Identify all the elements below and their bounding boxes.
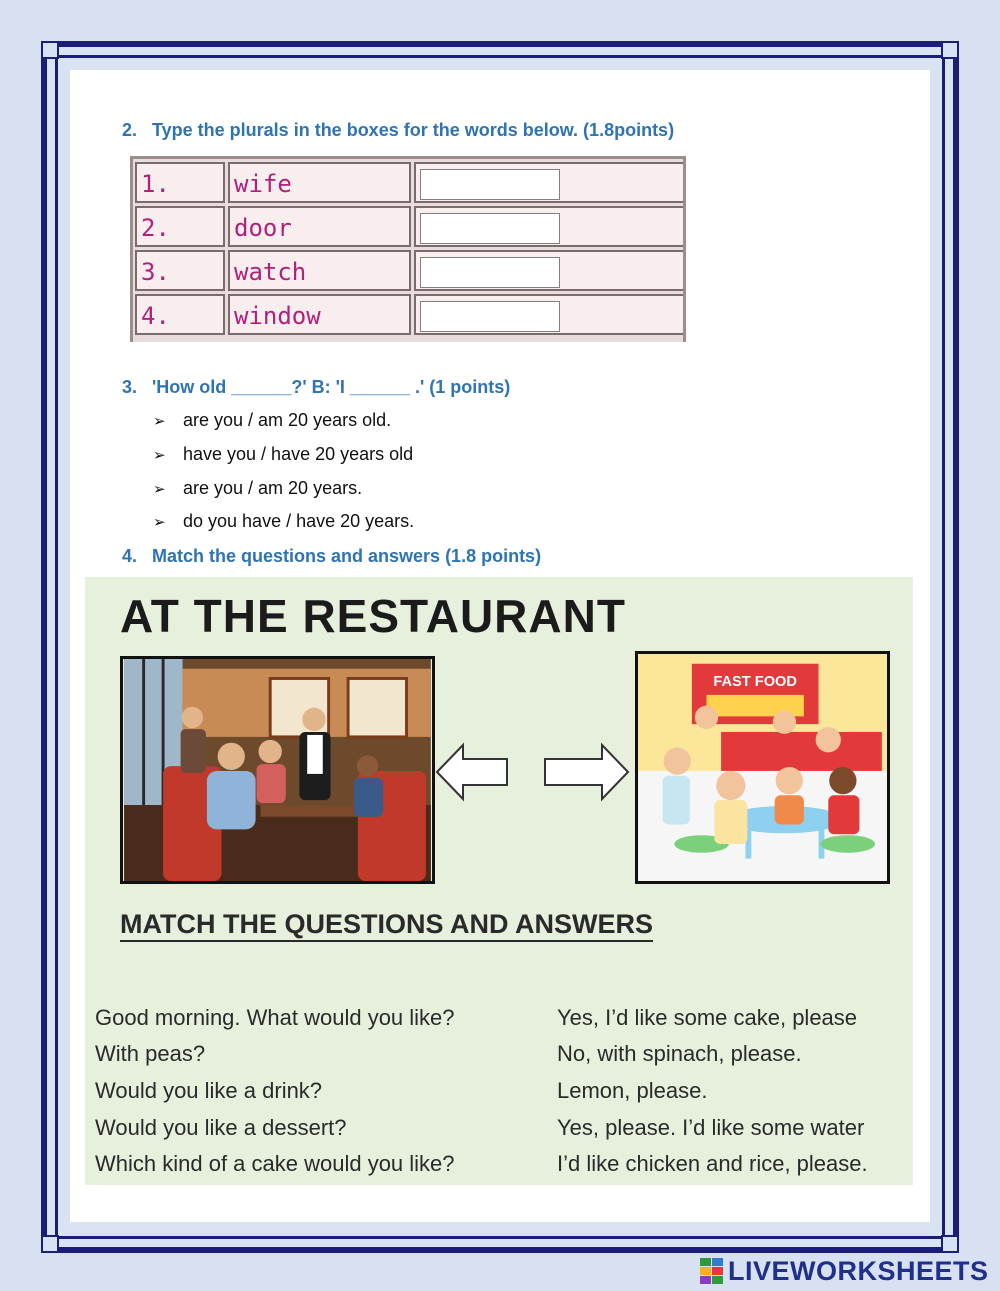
- arrow-bullet-icon: ➢: [153, 447, 166, 464]
- question-number: 2.: [122, 120, 138, 140]
- question-text: 'How old ______?' B: 'I ______ .' (1 points): [152, 377, 511, 397]
- table-row: [135, 162, 683, 203]
- liveworksheets-logo-text: LIVEWORKSHEETS: [728, 1256, 989, 1286]
- match-question[interactable]: Would you like a drink?: [95, 1078, 323, 1103]
- restaurant-match-panel: [85, 577, 913, 1185]
- plural-answer-input[interactable]: [420, 257, 560, 288]
- row-word: window: [228, 294, 411, 335]
- fast-food-illustration: [635, 651, 890, 884]
- row-word: wife: [228, 162, 411, 203]
- answer-option[interactable]: [153, 410, 391, 431]
- table-row: [135, 294, 683, 335]
- frame-corner: [41, 41, 59, 59]
- table-row: [135, 250, 683, 291]
- answer-cell: [414, 206, 686, 247]
- option-text: are you / am 20 years.: [183, 478, 363, 498]
- option-text: are you / am 20 years old.: [183, 410, 392, 430]
- answer-option[interactable]: [153, 478, 362, 499]
- option-text: do you have / have 20 years.: [183, 511, 415, 531]
- question-3-title: [122, 377, 510, 398]
- plural-answer-input[interactable]: [420, 213, 560, 244]
- arrow-bullet-icon: ➢: [153, 413, 166, 430]
- plural-answer-input[interactable]: [420, 169, 560, 200]
- restaurant-scene-illustration: [120, 656, 435, 884]
- double-arrow-icon: [435, 737, 630, 807]
- plural-answer-input[interactable]: [420, 301, 560, 332]
- match-answer[interactable]: Lemon, please.: [557, 1078, 708, 1103]
- arrow-bullet-icon: ➢: [153, 481, 166, 498]
- row-word: watch: [228, 250, 411, 291]
- question-2-title: [122, 120, 674, 141]
- match-answer[interactable]: I’d like chicken and rice, please.: [557, 1151, 868, 1176]
- match-answer[interactable]: Yes, please. I’d like some water: [557, 1115, 865, 1140]
- option-text: have you / have 20 years old: [183, 444, 414, 464]
- plurals-table: [130, 156, 686, 342]
- restaurant-title: AT THE RESTAURANT: [120, 590, 626, 642]
- frame-corner: [941, 41, 959, 59]
- match-answer[interactable]: No, with spinach, please.: [557, 1041, 802, 1066]
- question-number: 4.: [122, 546, 138, 566]
- match-question[interactable]: Would you like a dessert?: [95, 1115, 347, 1140]
- row-word: door: [228, 206, 411, 247]
- question-text: Match the questions and answers (1.8 points): [152, 546, 542, 566]
- match-question[interactable]: With peas?: [95, 1041, 206, 1066]
- question-number: 3.: [122, 377, 138, 397]
- question-4-title: [122, 546, 541, 567]
- answer-cell: [414, 162, 686, 203]
- answer-cell: [414, 250, 686, 291]
- row-number: 3.: [135, 250, 225, 291]
- fast-food-sign-text: FAST FOOD: [713, 674, 797, 691]
- answer-option[interactable]: [153, 511, 414, 532]
- row-number: 1.: [135, 162, 225, 203]
- row-number: 2.: [135, 206, 225, 247]
- answer-cell: [414, 294, 686, 335]
- match-question[interactable]: Good morning. What would you like?: [95, 1005, 455, 1030]
- frame-corner: [941, 1235, 959, 1253]
- match-subtitle: MATCH THE QUESTIONS AND ANSWERS: [120, 909, 653, 942]
- liveworksheets-logo-icon: [700, 1258, 724, 1286]
- match-question[interactable]: Which kind of a cake would you like?: [95, 1151, 455, 1176]
- answer-option[interactable]: [153, 444, 413, 465]
- row-number: 4.: [135, 294, 225, 335]
- arrow-bullet-icon: ➢: [153, 514, 166, 531]
- table-row: [135, 206, 683, 247]
- frame-corner: [41, 1235, 59, 1253]
- match-answer[interactable]: Yes, I’d like some cake, please: [557, 1005, 858, 1030]
- question-text: Type the plurals in the boxes for the words below. (1.8points): [152, 120, 675, 140]
